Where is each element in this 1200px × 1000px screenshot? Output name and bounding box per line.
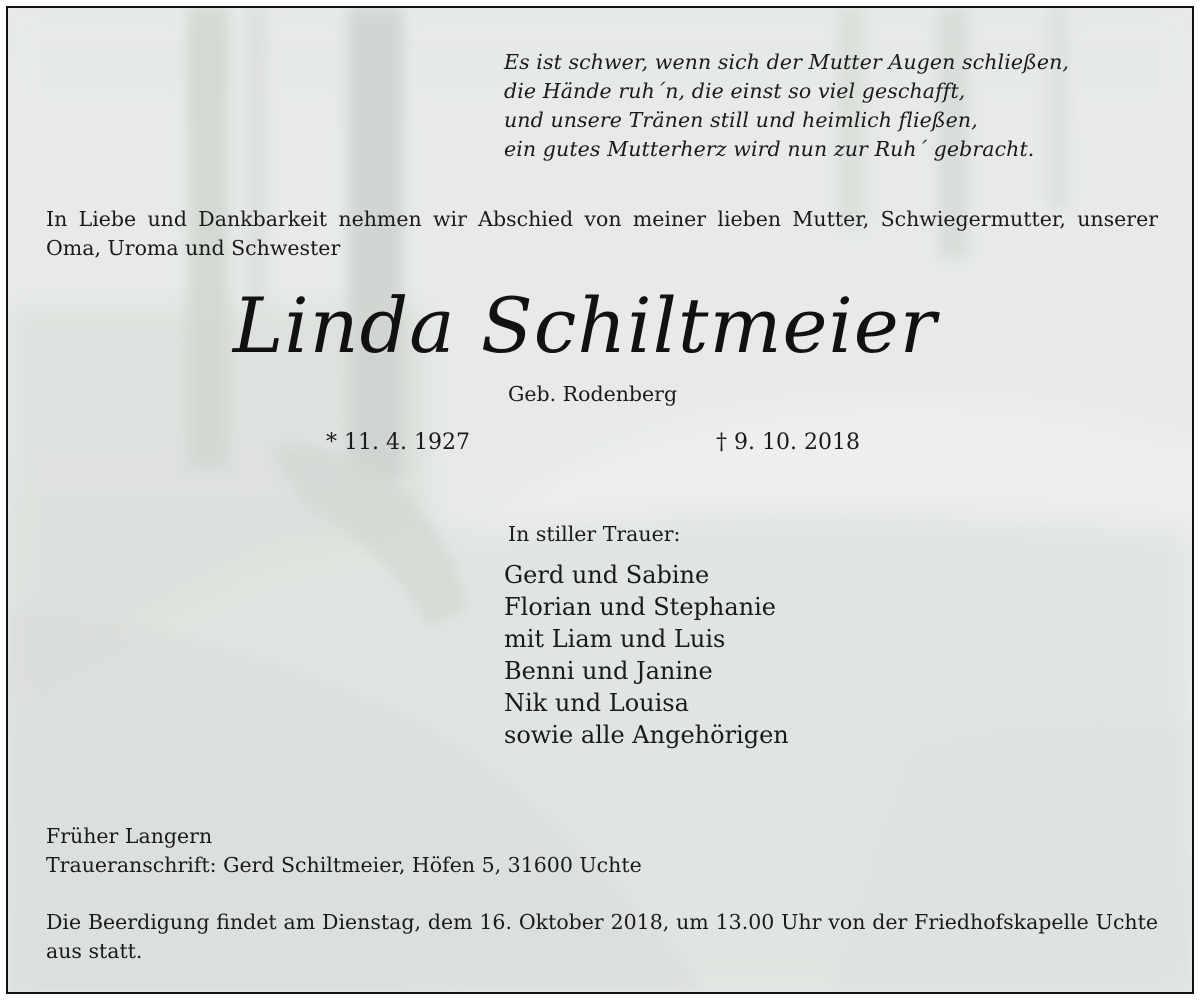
mourners-list (504, 559, 789, 751)
mourner-entry: Nik und Louisa (504, 689, 689, 717)
mourner-entry: Gerd und Sabine (504, 561, 710, 589)
obituary-card (6, 6, 1194, 994)
mourner-entry: mit Liam und Luis (504, 625, 726, 653)
mourner-entry: sowie alle Angehörigen (504, 721, 789, 749)
poem-line: die Hände ruh´n, die einst so viel geschafft, (504, 79, 966, 103)
death-date: † 9. 10. 2018 (716, 430, 860, 455)
former-residence: Früher Langern (46, 824, 213, 848)
intro-text: In Liebe und Dankbarkeit nehmen wir Abschied von meiner lieben Mutter, Schwiegermutter, unserer Oma, Uroma und Schwester (46, 207, 1158, 260)
memorial-poem (504, 48, 1164, 164)
mourner-entry: Florian und Stephanie (504, 593, 776, 621)
mourners-label: In stiller Trauer: (508, 522, 681, 546)
mourner-entry: Benni und Janine (504, 657, 713, 685)
birth-date: * 11. 4. 1927 (326, 430, 470, 455)
poem-line: und unsere Tränen still und heimlich fließen, (504, 108, 978, 132)
poem-line: ein gutes Mutterherz wird nun zur Ruh´ gebracht. (504, 137, 1035, 161)
funeral-notice: Die Beerdigung findet am Dienstag, dem 16. Oktober 2018, um 13.00 Uhr von der Friedhofskapelle Uchte aus statt. (46, 910, 1158, 963)
deceased-name: Linda Schiltmeier (232, 281, 938, 370)
mourning-address: Traueranschrift: Gerd Schiltmeier, Höfen 5, 31600 Uchte (46, 853, 642, 877)
address-block (46, 822, 642, 880)
maiden-name: Geb. Rodenberg (508, 382, 678, 406)
poem-line: Es ist schwer, wenn sich der Mutter Augen schließen, (504, 50, 1070, 74)
